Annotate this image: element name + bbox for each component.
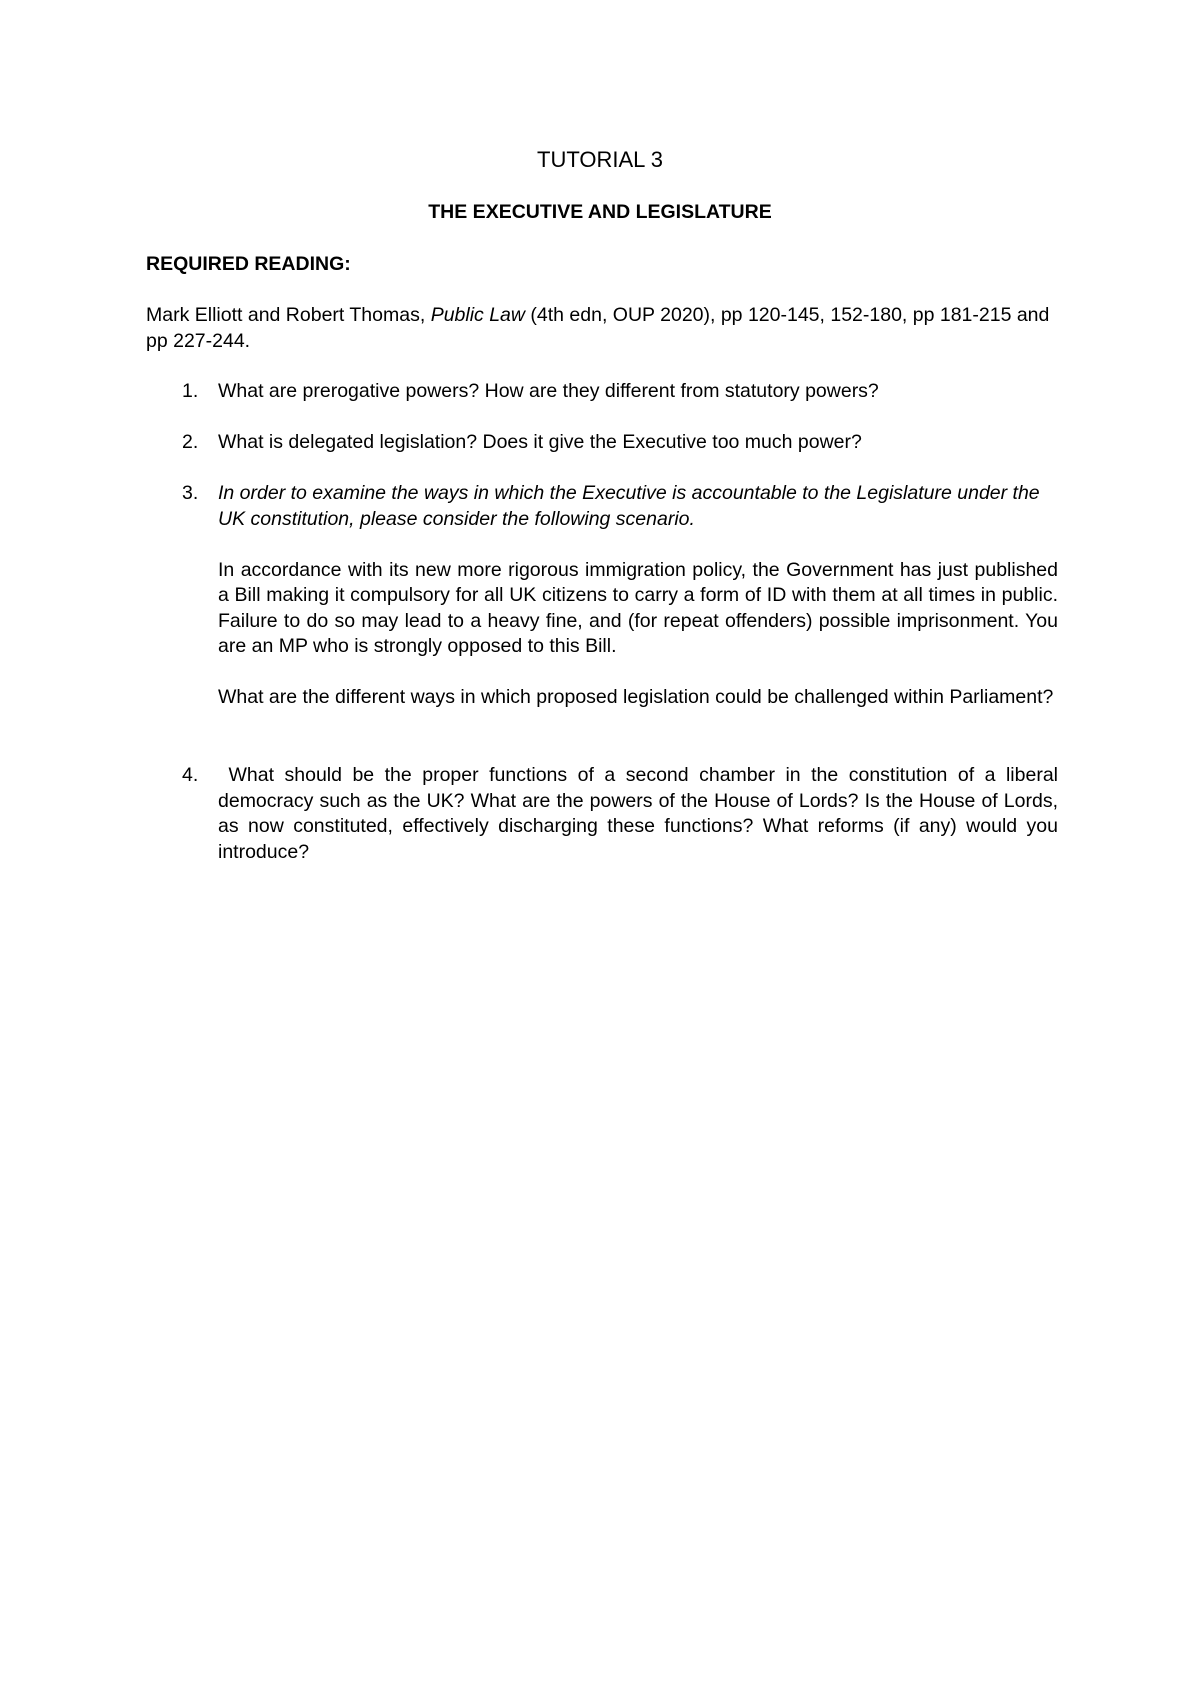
required-reading-heading: REQUIRED READING: [146, 253, 351, 275]
page-subtitle: THE EXECUTIVE AND LEGISLATURE [428, 201, 772, 223]
question-text: What are the different ways in which proposed legislation could be challenged within Parliament? [218, 686, 1054, 708]
page-title: TUTORIAL 3 [537, 147, 663, 172]
question-scenario: In accordance with its new more rigorous immigration policy, the Government has just published a Bill making it compulsory for all UK citizens to carry a form of ID with them at all times in public. Failure to do so may lead to a heavy fine, and (for repeat offenders) possible imprisonment. You are an MP who is strongly opposed to this Bill. [218, 558, 1058, 657]
question-number: 3. [182, 482, 199, 504]
question-intro: In order to examine the ways in which the Executive is accountable to the Legislature under the UK constitution, please consider the following scenario. [218, 482, 1040, 530]
citation-details: (4th edn, OUP 2020), pp 120-145, 152-180, pp 181-215 and pp 227-244. [146, 304, 1050, 352]
citation-book-title: Public Law [430, 304, 525, 326]
question-text: What is delegated legislation? Does it give the Executive too much power? [218, 431, 862, 453]
question-text: What are prerogative powers? How are they different from statutory powers? [218, 380, 879, 402]
question-number: 2. [182, 431, 199, 453]
question-text: What should be the proper functions of a second chamber in the constitution of a liberal democracy such as the UK? What are the powers of the House of Lords? Is the House of Lords, as now constituted, effectively discharging these functions? What reforms (if any) would you introduce? [218, 764, 1064, 863]
citation-authors: Mark Elliott and Robert Thomas, [146, 304, 431, 326]
required-reading-citation [146, 303, 1058, 354]
question-number: 4. [182, 764, 199, 786]
question-number: 1. [182, 380, 199, 402]
